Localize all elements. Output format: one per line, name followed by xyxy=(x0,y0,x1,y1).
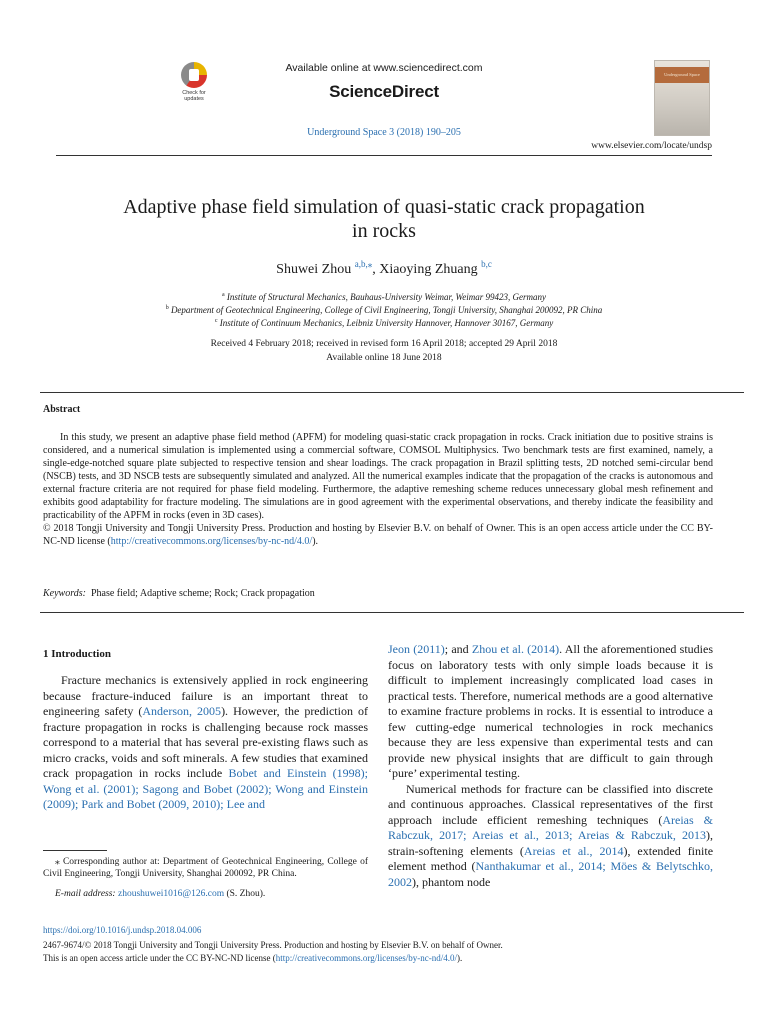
section-heading: 1 Introduction xyxy=(43,648,111,660)
abstract-text: In this study, we present an adaptive phase field method (APFM) for modeling quasi-static crack propagation in rocks. Crack initiation due to positive strains is considered, and a numerical simulation is implemented using a commercial software, COMSOL Multiphysics. Two benchmark tests are first examined, namely, a single-edge-notched square plate subjected to respective tension and shear loadings. The crack propagation in Brazil splitting tests, 2D notched semi-circular bend (NSCB) tests, and 3D NSCB tests are subsequently simulated and analyzed. All the numerical examples indicate that the propagation of the cracks is autonomous and external fracture criteria are not required for phase field modeling. Furthermore, the adaptive remeshing scheme reduces unnecessary global mesh refinement and exhibits good adaptability for fracture modeling. The simulations are in good agreement with the experimental observations, and thereby indicate the feasibility and practicability of the APFM in rocks (even in 3D cases). xyxy=(43,432,713,521)
journal-reference-link[interactable]: Underground Space 3 (2018) 190–205 xyxy=(307,127,461,138)
keywords-list: Phase field; Adaptive scheme; Rock; Crack propagation xyxy=(90,588,315,599)
affiliation-mark: c xyxy=(214,318,218,324)
author-affiliation-marker[interactable]: a,b,⁎ xyxy=(354,259,373,269)
author-affiliation-marker[interactable]: b,c xyxy=(481,259,492,269)
email-suffix: (S. Zhou). xyxy=(224,889,266,899)
sciencedirect-logo: ScienceDirect xyxy=(329,82,439,101)
paragraph-text: . All the aforementioned studies focus on laboratory tests with only simple loads because it is difficult to implement increasingly complicated load cases in practical tests. Therefore, numerical methods are a good alternative to examine fracture problems in rocks. It is essential to introduce a few cutting-edge numerical technologies in rock mechanics because they are less expensive than experimental tests and can provide new physical insights that are difficult to gain through ‘pure’ experimental testing. xyxy=(388,642,713,780)
paragraph xyxy=(43,673,368,813)
paragraph xyxy=(388,642,713,782)
keywords xyxy=(43,588,315,599)
copyright-end: ). xyxy=(312,536,319,547)
paragraph-text: ), phantom node xyxy=(412,874,491,889)
title-line-1: Adaptive phase field simulation of quasi-static crack propagation xyxy=(123,196,645,218)
email-label: E-mail address: xyxy=(55,889,118,899)
author-list xyxy=(0,259,768,278)
paragraph-text: Numerical methods for fracture can be classified into discrete and continuous approaches. Classical representatives of the first approach include efficient remeshing techniques ( xyxy=(388,781,713,827)
license-link[interactable]: http://creativecommons.org/licenses/by-nc-nd/4.0/ xyxy=(275,953,457,963)
elsevier-url[interactable]: www.elsevier.com/locate/undsp xyxy=(591,141,712,151)
paragraph-text: ), extended finite element method ( xyxy=(388,843,714,873)
right-column xyxy=(388,642,713,890)
citation-link[interactable]: Areias et al., 2014 xyxy=(523,843,624,858)
abstract-heading: Abstract xyxy=(43,404,81,415)
citation-link[interactable]: Nanthakumar et al., 2014; Möes & Belytschko, 2002 xyxy=(388,859,713,889)
article-title xyxy=(40,195,728,243)
license-link[interactable]: http://creativecommons.org/licenses/by-nc-nd/4.0/ xyxy=(110,536,313,547)
abstract-body xyxy=(43,431,713,548)
citation-link[interactable]: Anderson, 2005 xyxy=(142,704,222,718)
footnote-divider xyxy=(43,850,107,851)
affiliation-mark: b xyxy=(165,305,169,311)
license-line xyxy=(43,953,462,963)
affiliation-text: Institute of Continuum Mechanics, Leibniz University Hannover, Hannover 30167, Germany xyxy=(219,318,554,328)
copyright-text: © 2018 Tongji University and Tongji University Press. Production and hosting by Elsevier B.V. on behalf of Owner. This is an open access article under the CC BY-NC-ND license ( xyxy=(43,523,713,547)
affiliation-text: Institute of Structural Mechanics, Bauhaus-University Weimar, Weimar 99423, Germany xyxy=(226,292,546,302)
paragraph-text: ; and xyxy=(444,642,472,656)
left-column xyxy=(43,673,368,813)
doi-link[interactable]: https://doi.org/10.1016/j.undsp.2018.04.006 xyxy=(43,925,202,935)
abstract-divider-top xyxy=(40,392,744,393)
affiliation xyxy=(0,292,768,302)
available-online-text: Available online at www.sciencedirect.com xyxy=(285,62,483,74)
abstract-divider-bottom xyxy=(40,612,744,613)
footnote xyxy=(43,856,368,900)
email-line xyxy=(43,888,368,900)
affiliation xyxy=(0,305,768,315)
cover-title: Underground Space xyxy=(664,72,700,77)
corresponding-author-note: ⁎ Corresponding author at: Department of Geotechnical Engineering, College of Civil Engineering, Tongji University, Shanghai 200092, PR China. xyxy=(43,857,368,879)
check-updates-label: Check for updates xyxy=(182,90,206,102)
available-online-date: Available online 18 June 2018 xyxy=(326,353,442,363)
citation-link[interactable]: Areias & Rabczuk, 2017; Areias et al., 2013; Areias & Rabczuk, 2013 xyxy=(388,812,713,842)
received-dates: Received 4 February 2018; received in revised form 16 April 2018; accepted 29 April 2018 xyxy=(210,339,558,349)
author-name: Xiaoying Zhuang xyxy=(379,262,478,277)
keywords-label: Keywords: xyxy=(43,588,86,599)
citation-link[interactable]: Zhou et al. (2014) xyxy=(471,642,560,656)
affiliation-mark: a xyxy=(222,292,225,298)
email-link[interactable]: zhoushuwei1016@126.com xyxy=(117,889,225,899)
paragraph-text: ), strain-softening elements ( xyxy=(388,828,713,858)
paragraph xyxy=(388,782,713,891)
journal-cover-image xyxy=(654,60,710,136)
title-line-2: in rocks xyxy=(352,220,416,242)
affiliation xyxy=(0,318,768,328)
header-divider xyxy=(56,155,712,156)
license-pre: This is an open access article under the CC BY-NC-ND license ( xyxy=(43,953,276,963)
affiliation-text: Department of Geotechnical Engineering, College of Civil Engineering, Tongji University, Shanghai 200092, PR China xyxy=(170,305,603,315)
author-name: Shuwei Zhou xyxy=(276,262,352,277)
citation-link[interactable]: Bobet and Einstein (1998); Wong et al. (2001); Sagong and Bobet (2002); Wong and Einstein (2009); Park and Bobet (2009, 2010); Lee and xyxy=(43,766,368,811)
author-separator: , xyxy=(372,262,380,277)
paragraph-text: Fracture mechanics is extensively applied in rock engineering because fracture-induced failure is an important threat to engineering safety ( xyxy=(43,673,368,718)
abstract-copyright xyxy=(43,522,713,548)
paragraph-text: ). However, the prediction of fracture propagation in rocks is challenging because rock masses correspond to a material that has several pre-existing flaws such as micro cracks, voids and soft minerals. A few studies that examined crack propagation in rocks include xyxy=(43,704,368,780)
license-post: ). xyxy=(456,953,463,963)
citation-link[interactable]: Jeon (2011) xyxy=(388,642,445,656)
issn-copyright: 2467-9674/© 2018 Tongji University and Tongji University Press. Production and hosting by Elsevier B.V. on behalf of Owner. xyxy=(43,940,503,950)
